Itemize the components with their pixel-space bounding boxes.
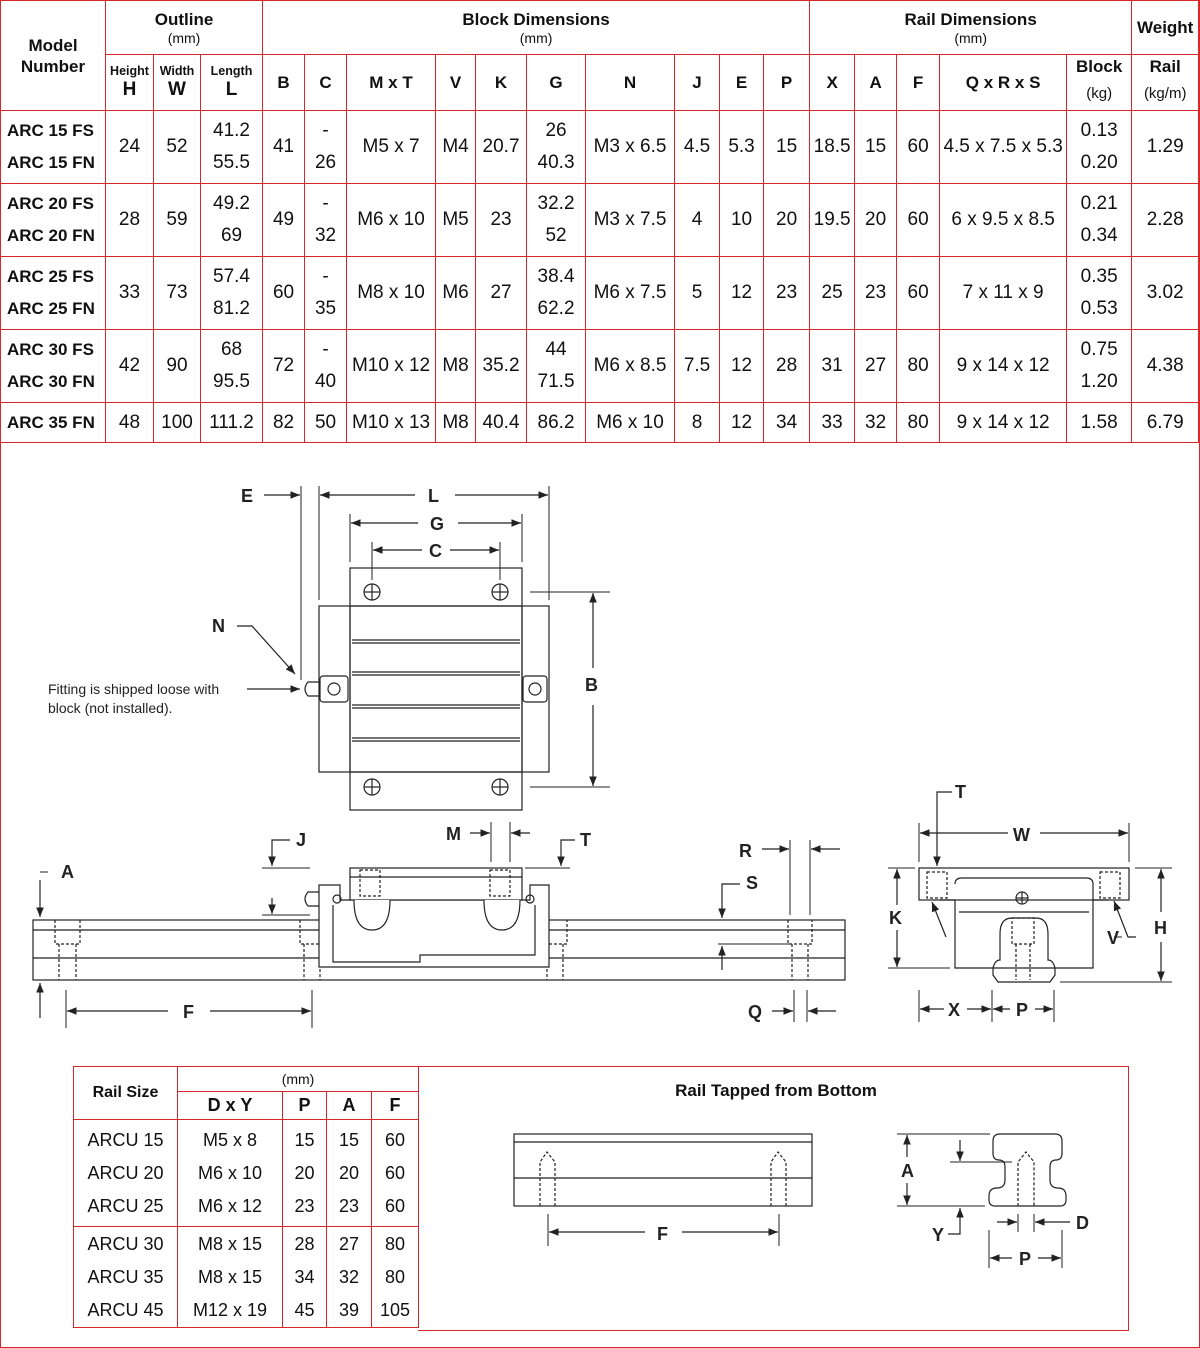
cell-f: 60: [897, 257, 940, 330]
col-v: V: [436, 55, 476, 111]
cell-x: 31: [810, 330, 855, 403]
rail-cell-f: 80 80 105: [372, 1227, 419, 1328]
rail-cell-a: 27 32 39: [327, 1227, 372, 1328]
label-c: C: [429, 541, 442, 561]
cell-w: 100: [154, 403, 201, 443]
cell-c: - 32: [305, 184, 347, 257]
cell-g: 26 40.3: [527, 111, 586, 184]
label-e: E: [241, 486, 254, 506]
cell-f: 80: [897, 330, 940, 403]
label-w: W: [1013, 825, 1030, 845]
col-mt: M x T: [347, 55, 436, 111]
col-block-weight: Block (kg): [1067, 55, 1132, 111]
cell-mt: M10 x 12: [347, 330, 436, 403]
rail-cell-size: ARCU 15 ARCU 20 ARCU 25: [74, 1120, 178, 1227]
rail-cell-dy: M5 x 8 M6 x 10 M6 x 12: [178, 1120, 283, 1227]
rail-size-header: Rail Size: [74, 1067, 178, 1120]
model-cell: ARC 35 FN: [1, 403, 106, 443]
col-k: K: [476, 55, 527, 111]
cell-x: 18.5: [810, 111, 855, 184]
cell-g: 32.2 52: [527, 184, 586, 257]
cell-block: 0.13 0.20: [1067, 111, 1132, 184]
rail-cell-a: 15 20 23: [327, 1120, 372, 1227]
label-j: J: [296, 830, 307, 850]
cell-b: 41: [263, 111, 305, 184]
rail-cell-dy: M8 x 15 M8 x 15 M12 x 19: [178, 1227, 283, 1328]
model-cell: ARC 15 FS ARC 15 FN: [1, 111, 106, 184]
label-n: N: [212, 616, 225, 636]
block-top-view: [237, 486, 610, 810]
cell-x: 33: [810, 403, 855, 443]
cell-k: 40.4: [476, 403, 527, 443]
header-block-dims: Block Dimensions (mm): [263, 1, 810, 55]
col-f: F: [897, 55, 940, 111]
fitting-note-line2: block (not installed).: [48, 700, 173, 716]
cell-mt: M5 x 7: [347, 111, 436, 184]
cell-g: 86.2: [527, 403, 586, 443]
col-h: Height H: [106, 55, 154, 111]
cell-w: 90: [154, 330, 201, 403]
cell-b: 82: [263, 403, 305, 443]
cell-p: 23: [764, 257, 810, 330]
cell-n: M6 x 8.5: [586, 330, 675, 403]
tapped-label-a: A: [901, 1161, 914, 1181]
cell-block: 0.21 0.34: [1067, 184, 1132, 257]
label-p: P: [1016, 1000, 1029, 1020]
label-a: A: [61, 862, 74, 882]
cell-p: 20: [764, 184, 810, 257]
rail-tapped-title: Rail Tapped from Bottom: [675, 1081, 877, 1100]
cell-mt: M8 x 10: [347, 257, 436, 330]
cell-h: 28: [106, 184, 154, 257]
label-s: S: [746, 873, 759, 893]
cell-k: 27: [476, 257, 527, 330]
model-cell: ARC 20 FS ARC 20 FN: [1, 184, 106, 257]
label-v: V: [1107, 928, 1120, 948]
cell-g: 44 71.5: [527, 330, 586, 403]
cell-c: - 35: [305, 257, 347, 330]
header-model: Model Number: [1, 1, 106, 111]
rail-col-dy: D x Y: [178, 1092, 283, 1120]
cell-mt: M6 x 10: [347, 184, 436, 257]
cell-e: 10: [720, 184, 764, 257]
col-p: P: [764, 55, 810, 111]
cell-p: 34: [764, 403, 810, 443]
header-outline: Outline (mm): [106, 1, 263, 55]
model-cell: ARC 30 FS ARC 30 FN: [1, 330, 106, 403]
cell-rail: 1.29: [1132, 111, 1199, 184]
label-t-end: T: [955, 782, 966, 802]
label-x: X: [948, 1000, 961, 1020]
cell-p: 15: [764, 111, 810, 184]
cell-w: 59: [154, 184, 201, 257]
cell-l: 68 95.5: [201, 330, 263, 403]
label-k: K: [889, 908, 902, 928]
header-weight: Weight: [1132, 1, 1199, 55]
cell-b: 60: [263, 257, 305, 330]
cell-w: 73: [154, 257, 201, 330]
rail-col-f: F: [372, 1092, 419, 1120]
col-j: J: [675, 55, 720, 111]
label-l: L: [428, 486, 439, 506]
cell-e: 12: [720, 330, 764, 403]
cell-v: M8: [436, 330, 476, 403]
cell-f: 60: [897, 184, 940, 257]
rail-side-view: [33, 822, 845, 1028]
rail-group: [74, 1227, 419, 1328]
cell-l: 49.2 69: [201, 184, 263, 257]
cell-n: M6 x 10: [586, 403, 675, 443]
cell-l: 111.2: [201, 403, 263, 443]
col-e: E: [720, 55, 764, 111]
cell-qrs: 7 x 11 x 9: [940, 257, 1067, 330]
tapped-label-y: Y: [932, 1225, 945, 1245]
cell-rail: 2.28: [1132, 184, 1199, 257]
tapped-label-p: P: [1019, 1249, 1032, 1269]
rail-col-p: P: [283, 1092, 327, 1120]
col-qrs: Q x R x S: [940, 55, 1067, 111]
cell-c: - 40: [305, 330, 347, 403]
label-g: G: [430, 514, 445, 534]
cell-b: 72: [263, 330, 305, 403]
rail-size-table: [73, 1066, 419, 1328]
rail-group: [74, 1120, 419, 1227]
cell-h: 48: [106, 403, 154, 443]
cell-n: M6 x 7.5: [586, 257, 675, 330]
cell-f: 80: [897, 403, 940, 443]
cell-rail: 4.38: [1132, 330, 1199, 403]
col-l: Length L: [201, 55, 263, 111]
cell-b: 49: [263, 184, 305, 257]
rail-cell-size: ARCU 30 ARCU 35 ARCU 45: [74, 1227, 178, 1328]
col-c: C: [305, 55, 347, 111]
cell-w: 52: [154, 111, 201, 184]
col-n: N: [586, 55, 675, 111]
label-b: B: [585, 675, 598, 695]
cell-c: - 26: [305, 111, 347, 184]
cell-a: 27: [855, 330, 897, 403]
cell-qrs: 9 x 14 x 12: [940, 330, 1067, 403]
cell-h: 42: [106, 330, 154, 403]
cell-e: 12: [720, 257, 764, 330]
rail-cell-p: 15 20 23: [283, 1120, 327, 1227]
cell-a: 32: [855, 403, 897, 443]
tapped-label-f: F: [657, 1224, 668, 1244]
cell-j: 4: [675, 184, 720, 257]
cell-x: 19.5: [810, 184, 855, 257]
model-cell: ARC 25 FS ARC 25 FN: [1, 257, 106, 330]
cell-l: 41.2 55.5: [201, 111, 263, 184]
rail-cell-f: 60 60 60: [372, 1120, 419, 1227]
cell-n: M3 x 7.5: [586, 184, 675, 257]
cell-mt: M10 x 13: [347, 403, 436, 443]
col-rail-weight: Rail (kg/m): [1132, 55, 1199, 111]
cell-n: M3 x 6.5: [586, 111, 675, 184]
col-a: A: [855, 55, 897, 111]
cell-e: 5.3: [720, 111, 764, 184]
rail-mm-header: (mm): [178, 1067, 419, 1092]
rail-tapped-box: [418, 1066, 1129, 1331]
col-g: G: [527, 55, 586, 111]
label-m: M: [446, 824, 461, 844]
rail-col-a: A: [327, 1092, 372, 1120]
cell-rail: 3.02: [1132, 257, 1199, 330]
label-h: H: [1154, 918, 1167, 938]
header-rail-dims: Rail Dimensions (mm): [810, 1, 1132, 55]
cell-qrs: 6 x 9.5 x 8.5: [940, 184, 1067, 257]
col-w: Width W: [154, 55, 201, 111]
cell-j: 4.5: [675, 111, 720, 184]
cell-p: 28: [764, 330, 810, 403]
cell-qrs: 9 x 14 x 12: [940, 403, 1067, 443]
label-t-side: T: [580, 830, 591, 850]
rail-cell-p: 28 34 45: [283, 1227, 327, 1328]
cell-x: 25: [810, 257, 855, 330]
cell-c: 50: [305, 403, 347, 443]
cell-k: 23: [476, 184, 527, 257]
label-q: Q: [748, 1002, 763, 1022]
col-x: X: [810, 55, 855, 111]
cell-a: 23: [855, 257, 897, 330]
cell-a: 15: [855, 111, 897, 184]
cell-e: 12: [720, 403, 764, 443]
cell-v: M6: [436, 257, 476, 330]
cell-k: 35.2: [476, 330, 527, 403]
cell-j: 7.5: [675, 330, 720, 403]
cell-j: 8: [675, 403, 720, 443]
cell-a: 20: [855, 184, 897, 257]
tapped-label-d: D: [1076, 1213, 1089, 1233]
cell-rail: 6.79: [1132, 403, 1199, 443]
cell-h: 33: [106, 257, 154, 330]
cell-k: 20.7: [476, 111, 527, 184]
cell-qrs: 4.5 x 7.5 x 5.3: [940, 111, 1067, 184]
cell-l: 57.4 81.2: [201, 257, 263, 330]
cell-v: M5: [436, 184, 476, 257]
cell-h: 24: [106, 111, 154, 184]
cell-block: 0.75 1.20: [1067, 330, 1132, 403]
label-r: R: [739, 841, 752, 861]
cell-f: 60: [897, 111, 940, 184]
cell-block: 0.35 0.53: [1067, 257, 1132, 330]
cell-v: M8: [436, 403, 476, 443]
label-f: F: [183, 1002, 194, 1022]
block-end-view: [888, 792, 1172, 1022]
cell-v: M4: [436, 111, 476, 184]
cell-g: 38.4 62.2: [527, 257, 586, 330]
cell-j: 5: [675, 257, 720, 330]
cell-block: 1.58: [1067, 403, 1132, 443]
col-b: B: [263, 55, 305, 111]
fitting-note-line1: Fitting is shipped loose with: [48, 681, 220, 697]
